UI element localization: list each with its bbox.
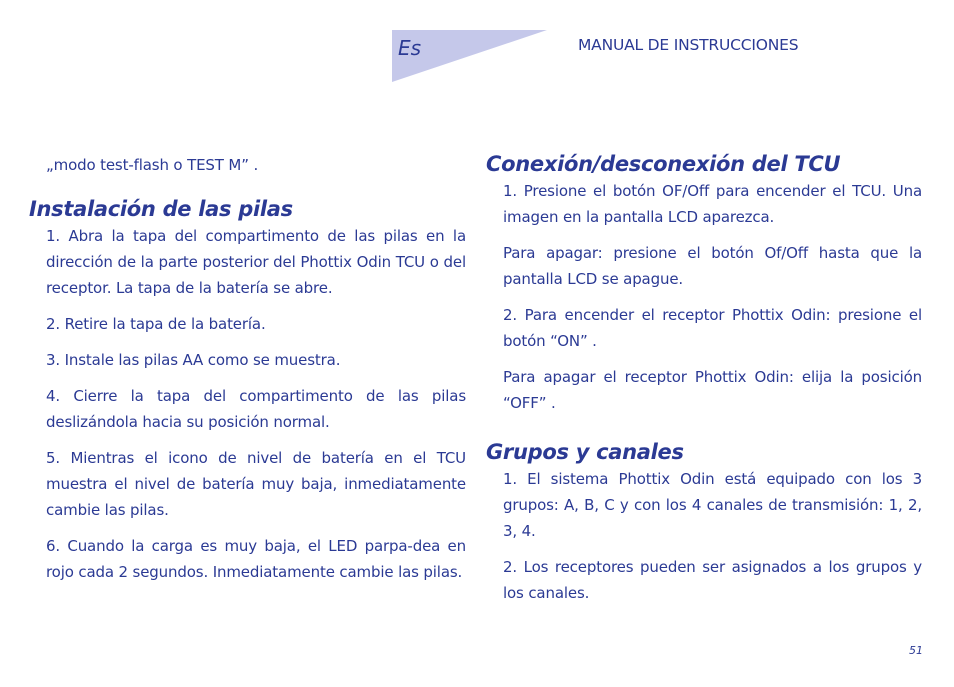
battery-step-6: 6. Cuando la carga es muy baja, el LED parpa-dea en rojo cada 2 segundos. Inmediatamente cambie las pilas. [46, 537, 466, 581]
left-column [29, 150, 466, 585]
battery-step-4: 4. Cierre la tapa del compartimento de las pilas deslizándola hacia su posición normal. [46, 387, 466, 431]
battery-step-2: 2. Retire la tapa de la batería. [46, 315, 266, 333]
right-column [486, 150, 922, 606]
section-title-connection: Conexión/desconexión del TCU [486, 152, 841, 176]
battery-step-5: 5. Mientras el icono de nivel de batería en el TCU muestra el nivel de batería muy baja, inmediatamente cambie las pilas. [46, 449, 466, 519]
intro-text: „modo test-flash o TEST M” . [46, 156, 259, 174]
connection-para-2: Para apagar: presione el botón Of/Off hasta que la pantalla LCD se apague. [503, 244, 922, 288]
battery-step-3: 3. Instale las pilas AA como se muestra. [46, 351, 341, 369]
connection-para-3: 2. Para encender el receptor Phottix Odin: presione el botón “ON” . [503, 306, 922, 350]
language-code: Es [398, 36, 422, 60]
battery-step-1: 1. Abra la tapa del compartimento de las pilas en la dirección de la parte posterior del Phottix Odin TCU o del receptor. La tapa de la batería se abre. [46, 227, 466, 297]
page-number: 51 [909, 644, 923, 657]
connection-para-4: Para apagar el receptor Phottix Odin: elija la posición “OFF” . [503, 368, 922, 412]
section-title-groups: Grupos y canales [486, 440, 684, 464]
manual-title: MANUAL DE INSTRUCCIONES [578, 36, 799, 54]
connection-para-1: 1. Presione el botón OF/Off para encender el TCU. Una imagen en la pantalla LCD aparezca. [503, 182, 922, 226]
groups-para-2: 2. Los receptores pueden ser asignados a los grupos y los canales. [503, 558, 922, 602]
section-title-battery: Instalación de las pilas [29, 197, 293, 221]
language-tab [392, 30, 547, 82]
groups-para-1: 1. El sistema Phottix Odin está equipado con los 3 grupos: A, B, C y con los 4 canales de transmisión: 1, 2, 3, 4. [503, 470, 922, 540]
